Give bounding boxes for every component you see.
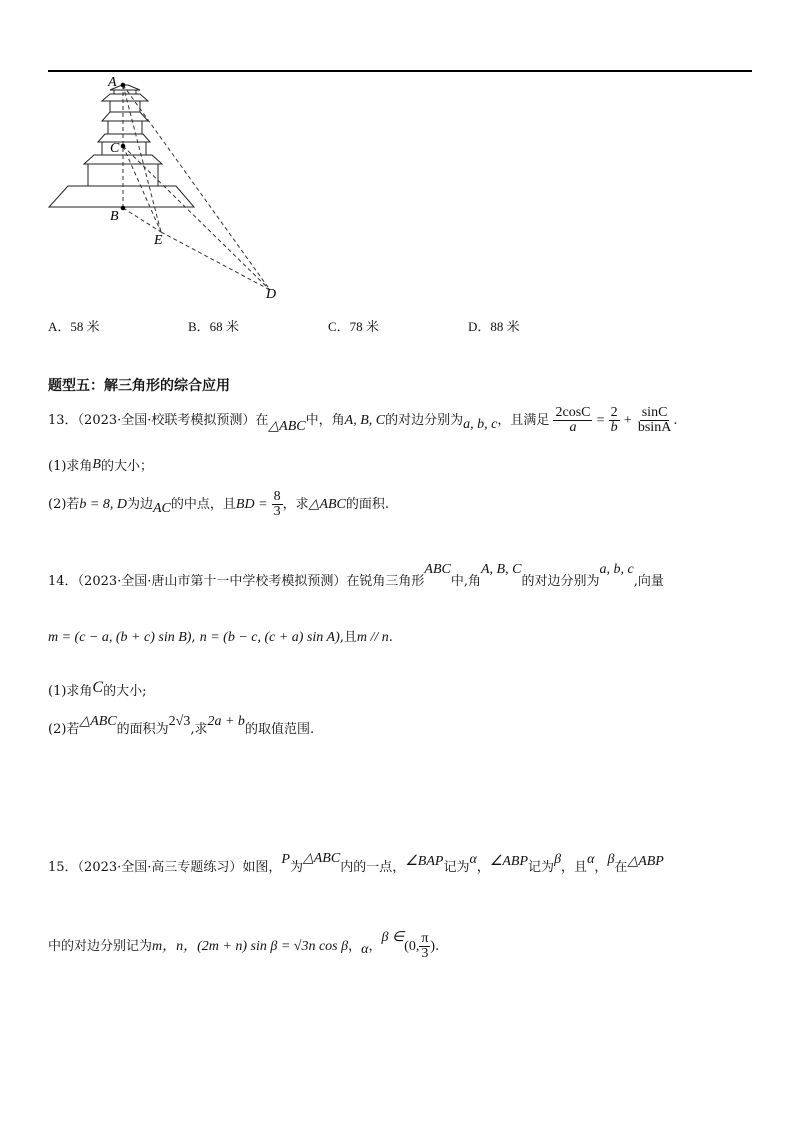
q15-p: P: [281, 852, 290, 867]
q15-text: ，: [348, 939, 362, 954]
q13-triangle: △ABC: [268, 419, 306, 434]
label-c: C: [110, 141, 120, 156]
option-letter: B．: [188, 319, 210, 334]
option-c[interactable]: [328, 316, 379, 335]
q13-p2-fraction: [272, 490, 283, 519]
q14-text: ,向量: [633, 574, 664, 589]
option-value: 78 米: [349, 319, 379, 334]
q14-text: 中,角: [450, 574, 481, 589]
q15-triangle-abp: △ABP: [627, 854, 664, 869]
q15-source: （2023·全国·高三专题练习）如图，: [77, 860, 282, 875]
q15-text: ，: [594, 860, 608, 875]
q14-p1-var: C: [92, 679, 104, 696]
q14-comma: ,: [191, 630, 196, 645]
q14-p2-text: 的取值范围.: [244, 722, 315, 737]
option-letter: C．: [328, 319, 350, 334]
q14-abc: ABC: [424, 562, 451, 577]
label-a: A: [108, 76, 117, 90]
q15-text: 在: [614, 860, 628, 875]
q15-alpha: α: [469, 852, 477, 867]
q15-angle-abp: ∠ABP: [489, 854, 529, 869]
q15-beta: β: [554, 852, 562, 867]
q14-p1-text: 的大小;: [103, 684, 147, 699]
q15-triangle: △ABC: [302, 851, 341, 866]
q15-interval-left: (0,: [404, 939, 420, 954]
q13-p2-text: 的面积.: [345, 497, 390, 512]
q15-equation: (2m + n) sin β = √3n cos β: [197, 939, 349, 954]
option-a[interactable]: [48, 316, 100, 335]
point-c: [121, 144, 126, 149]
option-letter: A．: [48, 319, 71, 334]
numerator: 2cosC: [555, 405, 591, 420]
denominator: b: [610, 420, 618, 435]
option-value: 88 米: [490, 319, 520, 334]
q14-text: 的对边分别为: [521, 574, 600, 589]
q15-text: 中的对边分别记为: [48, 939, 153, 954]
q14-vector-n: n = (b − c, (c + a) sin A): [199, 630, 340, 645]
numerator: 2: [610, 405, 618, 420]
q15-mn: m，n，: [152, 939, 198, 954]
q14-part-2: [48, 714, 315, 738]
q14-source: （2023·全国·唐山市第十一中学校考模拟预测）在锐角三角形: [77, 574, 425, 589]
q14-text: ,且: [339, 630, 357, 645]
q15-stem: [48, 851, 664, 876]
point-a: [121, 83, 126, 88]
q13-p2-text: 的中点，且: [170, 497, 236, 512]
q15-text: 记为: [443, 860, 470, 875]
q15-text: ，: [476, 860, 490, 875]
q13-p1-text: 的大小；: [100, 459, 153, 474]
q15-line-2: [48, 932, 439, 961]
q14-p2-text: ,求: [190, 722, 208, 737]
q13-p2-cond: b = 8, D: [79, 497, 127, 512]
label-b: B: [110, 209, 119, 224]
q14-part-1: [48, 680, 146, 700]
q15-angle-bap: ∠BAP: [405, 854, 444, 869]
q15-text: 为: [289, 860, 303, 875]
top-rule: [48, 70, 752, 72]
q13-source: （2023·全国·校联考模拟预测）在: [77, 413, 269, 428]
denominator: 3: [421, 946, 429, 961]
q15-text: 记为: [528, 860, 555, 875]
option-letter: D．: [468, 319, 491, 334]
q14-parallel: m // n: [356, 630, 389, 645]
q14-vectors: [48, 626, 393, 646]
q14-p2-text: (2)若: [48, 722, 80, 737]
option-d[interactable]: [468, 316, 520, 335]
q15-text: 内的一点，: [340, 860, 406, 875]
q14-number: 14．: [48, 574, 78, 589]
section-title: 题型五：解三角形的综合应用: [48, 378, 230, 394]
q13-text: 的对边分别为: [385, 413, 464, 428]
label-d: D: [266, 287, 277, 302]
q13-sides: a, b, c: [463, 417, 498, 432]
option-value: 58 米: [70, 319, 100, 334]
q13-fraction-1: [553, 406, 592, 435]
q13-fraction-3: [636, 406, 673, 435]
dashed-lines: [123, 85, 270, 290]
q14-p2-expr: 2a + b: [207, 714, 245, 729]
q13-p2-text: 为边: [126, 497, 153, 512]
q13-p2-triangle: △ABC: [308, 497, 346, 512]
q15-text: ，且: [561, 860, 588, 875]
q13-part-2: [48, 490, 389, 519]
q14-p2-text: 的面积为: [116, 722, 169, 737]
q15-text: ，: [368, 939, 382, 954]
q13-p2-text: (2)若: [48, 497, 80, 512]
point-b: [121, 206, 126, 211]
q13-p1-var: B: [92, 457, 101, 472]
numerator: 8: [273, 489, 281, 504]
q13-part-1: [48, 455, 153, 475]
plus-sign: +: [623, 413, 632, 428]
label-e: E: [154, 233, 163, 248]
q13-p1-text: (1)求角: [48, 459, 93, 474]
q15-end: .: [435, 939, 440, 954]
q13-fraction-2: [609, 406, 620, 435]
denominator: bsinA: [637, 420, 672, 435]
q15-beta-2: β: [607, 852, 615, 867]
pagoda-figure: [44, 76, 294, 306]
q15-beta-in: β ∈: [381, 930, 405, 945]
q14-p2-triangle: △ABC: [79, 714, 117, 729]
numerator: sinC: [641, 405, 668, 420]
q13-text: ，且满足: [497, 413, 550, 428]
q14-sides: a, b, c: [599, 562, 634, 577]
q13-number: 13．: [48, 413, 78, 428]
q14-vector-m: m = (c − a, (b + c) sin B): [48, 630, 192, 645]
q13-end: .: [673, 413, 678, 428]
denominator: a: [569, 420, 577, 435]
q13-stem: [48, 406, 677, 435]
q13-p2-bd: BD =: [235, 497, 268, 512]
option-value: 68 米: [209, 319, 239, 334]
q14-p1-text: (1)求角: [48, 684, 93, 699]
q14-stem: [48, 562, 664, 590]
denominator: 3: [273, 504, 281, 519]
q14-angles: A, B, C: [481, 562, 522, 577]
q15-interval-right: ): [430, 939, 436, 954]
equals-sign: =: [596, 413, 605, 428]
q15-alpha-2: α: [587, 852, 595, 867]
q14-p2-value: 2√3: [168, 714, 191, 729]
q14-end: .: [388, 630, 393, 645]
q13-angles: A, B, C: [344, 413, 386, 428]
q13-text: 中，角: [305, 413, 345, 428]
q13-p2-text: ，求: [282, 497, 309, 512]
q15-number: 15．: [48, 860, 78, 875]
option-b[interactable]: [188, 316, 239, 335]
q13-p2-ac: AC: [153, 501, 171, 516]
numerator: π: [421, 931, 429, 946]
q15-pi-fraction: [419, 932, 430, 961]
q15-alpha-3: α: [361, 942, 369, 957]
